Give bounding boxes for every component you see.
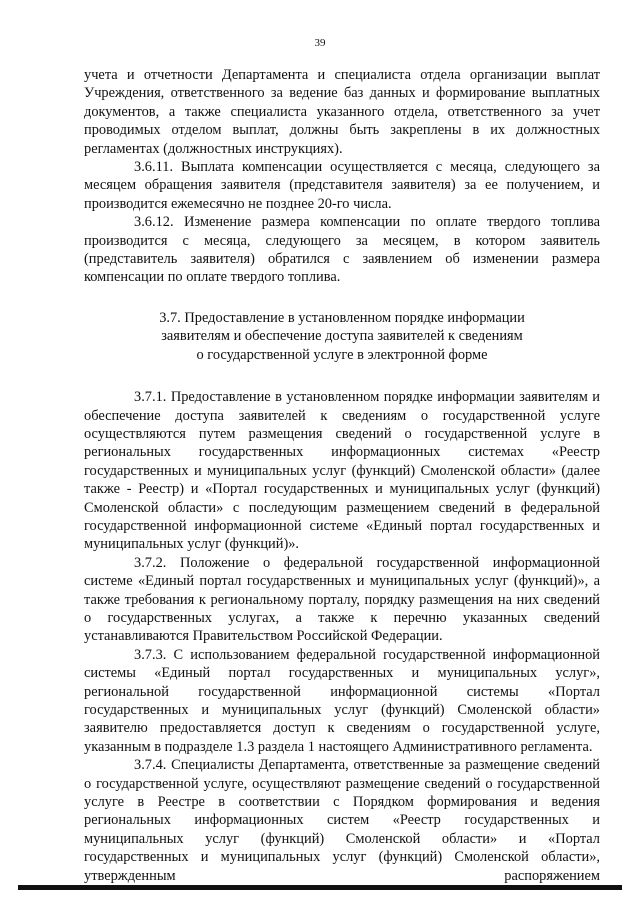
- paragraph-3-7-4: 3.7.4. Специалисты Департамента, ответственные за размещение сведений о государственной услуге, осуществляют размещение сведений о государственной услуге в Реестре в соответствии с Порядком формирования и ведения региональных информационных систем «Реестр государственных и муниципальных услуг (функций) Смоленской области» и «Портал государственных и муниципальных услуг (функций) Смоленской области», утвержденным распоряжением: [84, 757, 600, 884]
- section-heading-line: заявителям и обеспечение доступа заявителей к сведениям: [161, 328, 523, 345]
- paragraph-3-7-2: 3.7.2. Положение о федеральной государственной информационной системе «Единый портал государственных и муниципальных услуг (функций)», а также требования к региональному порталу, порядку размещения на них сведений о государственных услугах, а также к перечню указанных сведений устанавливаются Правительством Российской Федерации.: [84, 554, 600, 645]
- page-number: 39: [314, 37, 326, 49]
- section-heading-line: о государственной услуге в электронной форме: [196, 346, 488, 363]
- paragraphs-after: [84, 388, 600, 885]
- paragraph-continuation: учета и отчетности Департамента и специалиста отдела организации выплат Учреждения, ответственного за ведение баз данных и формирование выплатных документов, а также специалиста указанного отдела, ответственного за учет проводимых отделом выплат, должны быть закреплены в их должностных регламентах (должностных инструкциях).: [84, 67, 600, 157]
- paragraph-3-6-11: 3.6.11. Выплата компенсации осуществляется с месяца, следующего за месяцем обращения заявителя (представителя заявителя) за ее получением, и производится ежемесячно не позднее 20-го числа.: [84, 159, 600, 212]
- paragraphs-before: [84, 66, 600, 287]
- bottom-scan-border: [18, 885, 622, 890]
- paragraph-3-7-3: 3.7.3. С использованием федеральной государственной информационной системы «Единый портал государственных и муниципальных услуг», региональной государственной информационной системы «Портал государственных и муниципальных услуг (функций) Смоленской области» заявителю предоставляется доступ к сведениям о государственной услуге, указанным в подразделе 1.3 раздела 1 настоящего Административного регламента.: [84, 646, 600, 755]
- document-body: [84, 66, 600, 885]
- section-heading-line: 3.7. Предоставление в установленном порядке информации: [159, 309, 525, 326]
- paragraph-3-6-12: 3.6.12. Изменение размера компенсации по оплате твердого топлива производится с месяца, следующего за месяцем, в котором заявитель (представитель заявителя) обратился с заявлением об изменении размера компенсации по оплате твердого топлива.: [84, 214, 600, 286]
- section-heading-3-7: [84, 309, 600, 364]
- paragraph-3-7-1: 3.7.1. Предоставление в установленном порядке информации заявителям и обеспечение доступа заявителей к сведениям о государственной услуге осуществляются путем размещения сведений о государственной услуге в региональных государственных информационных системах «Реестр государственных и муниципальных услуг (функций) Смоленской области» (далее также - Реестр) и «Портал государственных и муниципальных услуг (функций) Смоленской области» с последующим размещением сведений в федеральной государственной информационной системе «Единый портал государственных и муниципальных услуг (функций)».: [84, 389, 600, 553]
